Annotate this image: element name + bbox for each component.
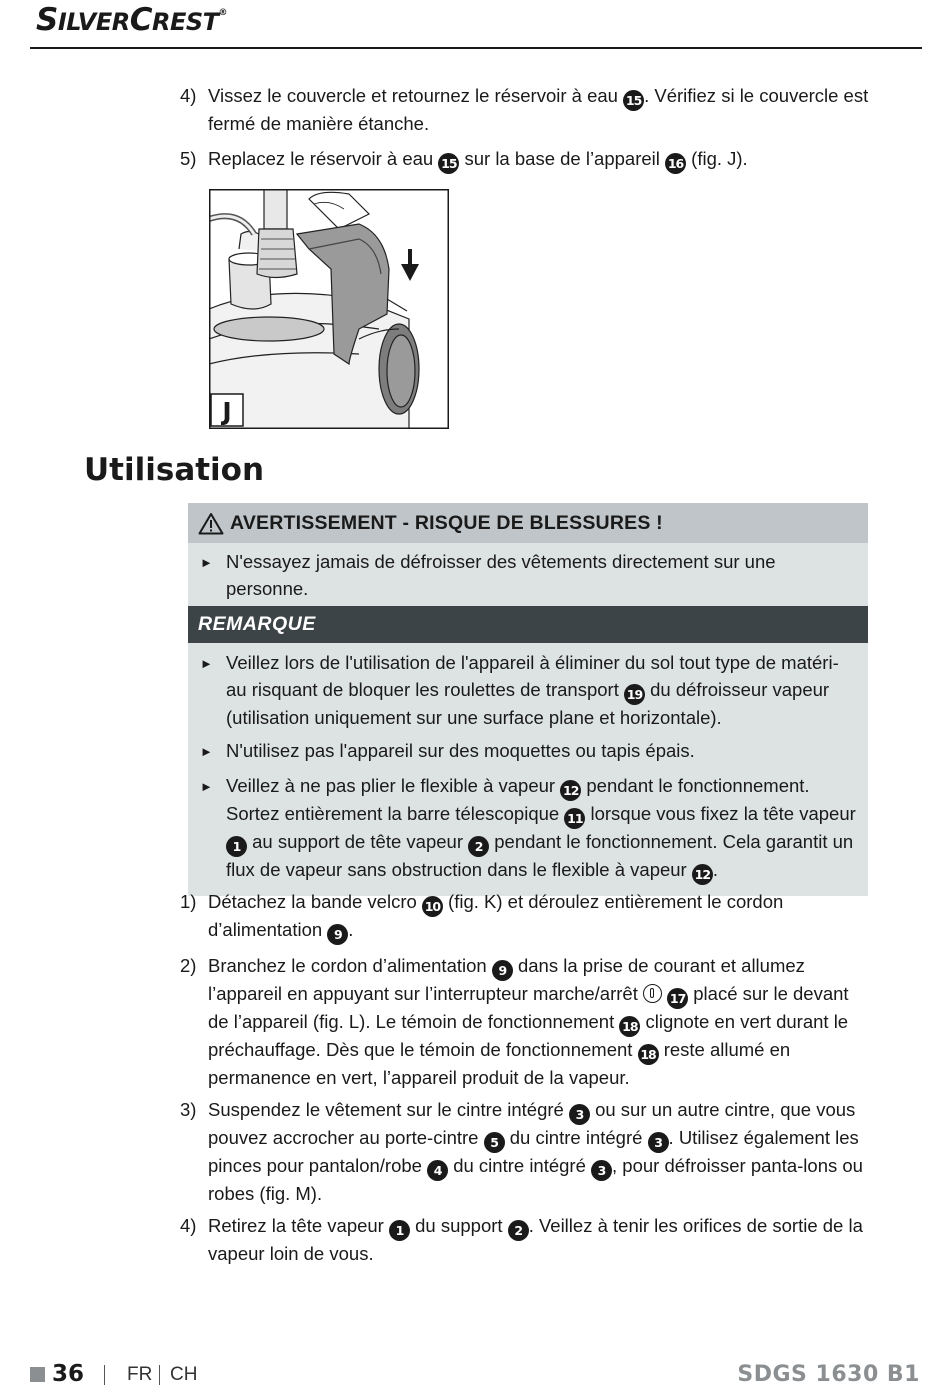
step-text: Retirez la tête vapeur 1 du support 2 . Veillez à tenir les orifices de sortie de la vapeur loin de vous. [208, 1215, 863, 1264]
header-rule [30, 47, 922, 49]
bullet-arrow-icon: ► [200, 555, 213, 570]
step-item [180, 146, 870, 174]
reference-number-badge: 18 [638, 1044, 659, 1065]
reference-number-badge: 5 [484, 1132, 505, 1153]
reference-number-badge: 1 [389, 1220, 410, 1241]
warning-body [188, 543, 868, 611]
step-item [180, 1213, 870, 1268]
reference-number-badge: 18 [619, 1016, 640, 1037]
brand-logo: SILVERCREST® [36, 2, 227, 38]
note-item-text: Veillez à ne pas plier le flexible à vapeur 12 pendant le fonctionnement. Sortez entièrement la barre télescopique 11 lorsque vous fixez la tête vapeur 1 au support de tête vapeur 2 pendant le fonctionnement. Cela garantit un flux de vapeur sans obstruction dans le flexible à vapeur 12 . [226, 773, 856, 885]
reference-number-badge: 16 [665, 153, 686, 174]
step-number: 4) [180, 85, 197, 106]
bullet-arrow-icon: ► [200, 744, 213, 759]
step-text: Détachez la bande velcro 10 (fig. K) et déroulez entièrement le cordon d’alimentation 9 . [208, 889, 870, 945]
note-item-text: N'utilisez pas l'appareil sur des moquettes ou tapis épais. [226, 740, 695, 761]
section-title: Utilisation [84, 452, 265, 488]
footer-divider [104, 1365, 105, 1385]
note-box [188, 606, 868, 896]
footer-language-fr: FR [127, 1364, 153, 1385]
bullet-arrow-icon: ► [200, 656, 213, 671]
step-number: 4) [180, 1215, 197, 1236]
page-number: 36 [52, 1361, 85, 1387]
reference-number-badge: 2 [468, 836, 489, 857]
reference-number-badge: 9 [327, 924, 348, 945]
reference-number-badge: 9 [492, 960, 513, 981]
footer-language-ch: CH [170, 1364, 198, 1385]
note-item [200, 773, 856, 885]
reference-number-badge: 4 [427, 1160, 448, 1181]
note-item [200, 738, 856, 766]
reference-number-badge: 12 [560, 780, 581, 801]
step-item [180, 1097, 870, 1208]
step-text: Suspendez le vêtement sur le cintre intégré 3 ou sur un autre cintre, que vous pouvez accrocher au porte-cintre 5 du cintre intégré 3 . Utilisez également les pinces pour pantalon/robe 4 du cintre intégré 3 , pour défroisser panta-lons ou robes (fig. M). [208, 1099, 863, 1204]
reference-number-badge: 12 [692, 864, 713, 885]
step-text: Vissez le couvercle et retournez le réservoir à eau 15 . Vérifiez si le couvercle est fermé de manière étanche. [208, 85, 869, 134]
note-body [188, 643, 868, 896]
step-text: Branchez le cordon d’alimentation 9 dans la prise de courant et allumez l’appareil en appuyant sur l’interrupteur marche/arrêt 17 placé sur le devant de l’appareil (fig. L). Le témoin de fonctionnement 18 clignote en vert durant le préchauffage. Dès que le témoin de fonctionnement 18 reste allumé en permanence en vert, l’appareil produit de la vapeur. [208, 955, 849, 1088]
reference-number-badge: 17 [667, 988, 688, 1009]
reference-number-badge: 15 [623, 90, 644, 111]
step-item [180, 83, 870, 138]
step-text: Replacez le réservoir à eau 15 sur la base de l’appareil 16 (fig. J). [208, 146, 870, 174]
reference-number-badge: 2 [508, 1220, 529, 1241]
reference-number-badge: 3 [569, 1104, 590, 1125]
reference-number-badge: 3 [591, 1160, 612, 1181]
figure-label: J [222, 397, 232, 426]
step-number: 1) [180, 891, 197, 912]
footer-square-marker [30, 1367, 45, 1382]
note-item [200, 650, 856, 731]
warning-item [200, 549, 856, 602]
step-item [180, 889, 870, 945]
footer-divider [159, 1365, 160, 1385]
bullet-arrow-icon: ► [200, 778, 213, 794]
step-item [180, 953, 870, 1092]
warning-item-text: N'essayez jamais de défroisser des vêtements directement sur une personne. [226, 551, 776, 599]
reference-number-badge: 10 [422, 896, 443, 917]
figure-j-illustration [209, 189, 449, 429]
note-item-text: Veillez lors de l'utilisation de l'appareil à éliminer du sol tout type de matéri-au risquant de bloquer les roulettes de transport 19 du défroisseur vapeur (utilisation uniquement sur une surface plane et horizontale). [226, 652, 839, 728]
warning-triangle-icon [198, 512, 224, 535]
note-title: REMARQUE [198, 613, 316, 635]
power-switch-icon [643, 984, 662, 1003]
warning-title: AVERTISSEMENT - RISQUE DE BLESSURES ! [230, 511, 663, 534]
step-number: 3) [180, 1099, 197, 1120]
model-number: SDGS 1630 B1 [737, 1362, 920, 1387]
note-header [188, 606, 868, 643]
warning-box [188, 503, 868, 611]
reference-number-badge: 11 [564, 808, 585, 829]
step-number: 2) [180, 955, 197, 976]
reference-number-badge: 3 [648, 1132, 669, 1153]
step-number: 5) [180, 148, 197, 169]
warning-header [188, 503, 868, 543]
reference-number-badge: 19 [624, 684, 645, 705]
reference-number-badge: 15 [438, 153, 459, 174]
reference-number-badge: 1 [226, 836, 247, 857]
